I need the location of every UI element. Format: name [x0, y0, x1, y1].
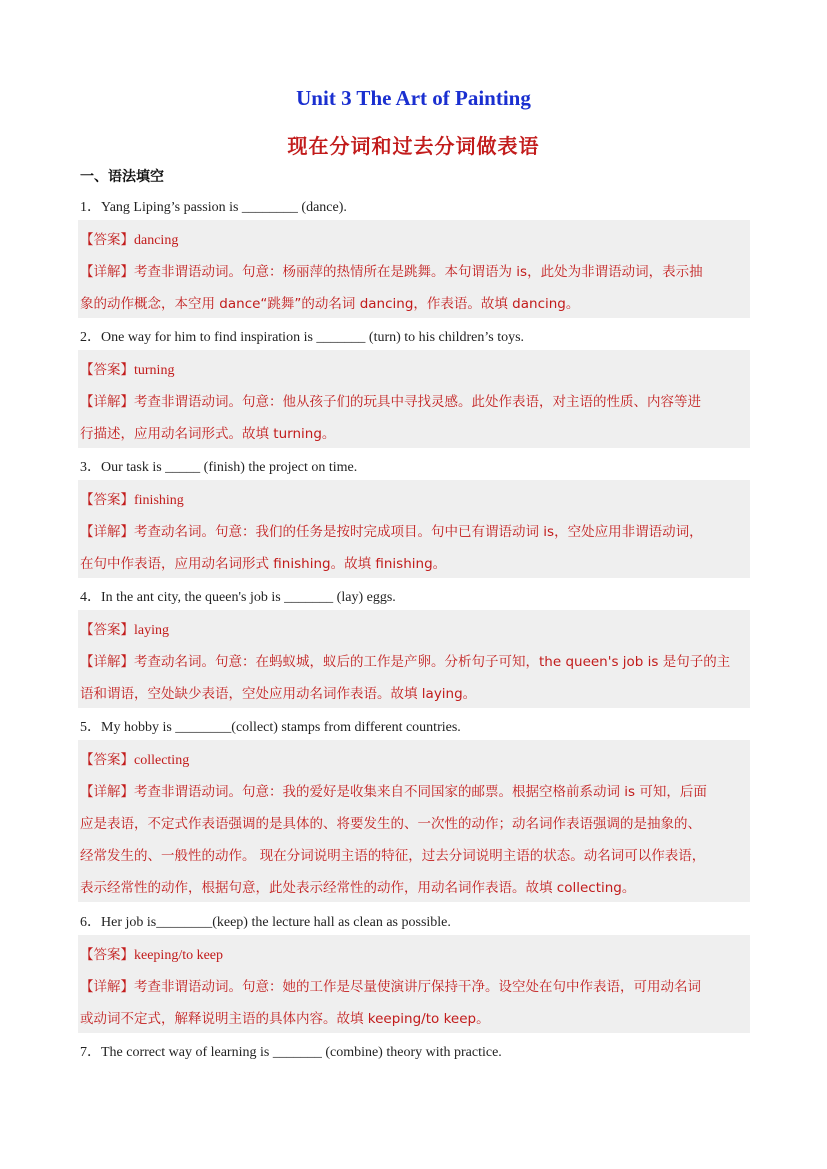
answer-line: [80, 943, 223, 964]
detail-line: 在句中作表语，应用动名词形式 finishing。故填 finishing。: [80, 556, 447, 572]
answer-tag: 【答案】: [80, 362, 134, 378]
detail-text: 考查动名词。句意：在蚂蚁城，蚁后的工作是产卵。分析句子可知，the queen's job is 是句子的主: [134, 654, 731, 670]
detail-text: 考查非谓语动词。句意：她的工作是尽量使演讲厅保持干净。设空处在句中作表语，可用动名词: [134, 979, 701, 995]
answer-line: [80, 488, 184, 509]
detail-line: 表示经常性的动作，根据句意，此处表示经常性的动作，用动名词作表语。故填 collecting。: [80, 880, 636, 896]
detail-line: [80, 260, 703, 280]
answer-box-2: [78, 350, 750, 448]
question-1: 1．Yang Liping’s passion is ________ (dance).: [80, 200, 347, 215]
answer-box-3: [78, 480, 750, 578]
detail-line: [80, 390, 701, 410]
page-title: Unit 3 The Art of Painting: [296, 86, 531, 110]
answer-text: dancing: [134, 233, 179, 248]
detail-line: 经常发生的、一般性的动作。 现在分词说明主语的特征，过去分词说明主语的状态。动名词可以作表语，: [80, 848, 706, 864]
detail-tag: 【详解】: [80, 394, 134, 410]
detail-line: 应是表语，不定式作表语强调的是具体的、将要发生的、一次性的动作；动名词作表语强调的是抽象的、: [80, 816, 701, 832]
detail-text: 考查非谓语动词。句意：杨丽萍的热情所在是跳舞。本句谓语为 is，此处为非谓语动词，表示抽: [134, 264, 703, 280]
detail-text: 考查动名词。句意：我们的任务是按时完成项目。句中已有谓语动词 is，空处应用非谓语动词，: [134, 524, 703, 540]
answer-text: keeping/to keep: [134, 948, 224, 963]
detail-tag: 【详解】: [80, 524, 134, 540]
detail-line: 象的动作概念，本空用 dance“跳舞”的动名词 dancing，作表语。故填 dancing。: [80, 296, 580, 312]
answer-tag: 【答案】: [80, 232, 134, 248]
question-3: 3．Our task is _____ (finish) the project on time.: [80, 460, 358, 475]
answer-box-4: [78, 610, 750, 708]
answer-tag: 【答案】: [80, 947, 134, 963]
answer-text: collecting: [134, 753, 190, 768]
answer-line: [80, 228, 178, 249]
question-6: 6．Her job is________(keep) the lecture hall as clean as possible.: [80, 915, 451, 930]
answer-box-6: [78, 935, 750, 1033]
detail-line: [80, 975, 701, 995]
detail-tag: 【详解】: [80, 784, 134, 800]
detail-line: [80, 780, 707, 800]
page-subtitle: 现在分词和过去分词做表语: [287, 134, 540, 158]
answer-tag: 【答案】: [80, 752, 134, 768]
detail-tag: 【详解】: [80, 264, 134, 280]
answer-text: laying: [134, 623, 169, 638]
answer-tag: 【答案】: [80, 492, 134, 508]
detail-line: [80, 650, 730, 670]
answer-text: finishing: [134, 493, 184, 508]
detail-text: 考查非谓语动词。句意：我的爱好是收集来自不同国家的邮票。根据空格前系动词 is 可知，后面: [134, 784, 707, 800]
question-7: 7．The correct way of learning is _______ (combine) theory with practice.: [80, 1045, 502, 1060]
answer-line: [80, 748, 189, 769]
detail-tag: 【详解】: [80, 979, 134, 995]
detail-line: 语和谓语，空处缺少表语，空处应用动名词作表语。故填 laying。: [80, 686, 477, 702]
detail-line: 或动词不定式，解释说明主语的具体内容。故填 keeping/to keep。: [80, 1011, 490, 1027]
detail-text: 考查非谓语动词。句意：他从孩子们的玩具中寻找灵感。此处作表语，对主语的性质、内容等进: [134, 394, 701, 410]
answer-line: [80, 358, 174, 379]
detail-line: [80, 520, 703, 540]
detail-line: 行描述，应用动名词形式。故填 turning。: [80, 426, 336, 442]
question-5: 5．My hobby is ________(collect) stamps from different countries.: [80, 720, 461, 735]
answer-line: [80, 618, 169, 639]
answer-box-5: [78, 740, 750, 902]
question-4: 4．In the ant city, the queen's job is _______ (lay) eggs.: [80, 590, 396, 605]
answer-tag: 【答案】: [80, 622, 134, 638]
section-heading: 一、语法填空: [80, 169, 164, 185]
answer-box-1: [78, 220, 750, 318]
answer-text: turning: [134, 363, 175, 378]
detail-tag: 【详解】: [80, 654, 134, 670]
question-2: 2．One way for him to find inspiration is _______ (turn) to his children’s toys.: [80, 330, 525, 345]
